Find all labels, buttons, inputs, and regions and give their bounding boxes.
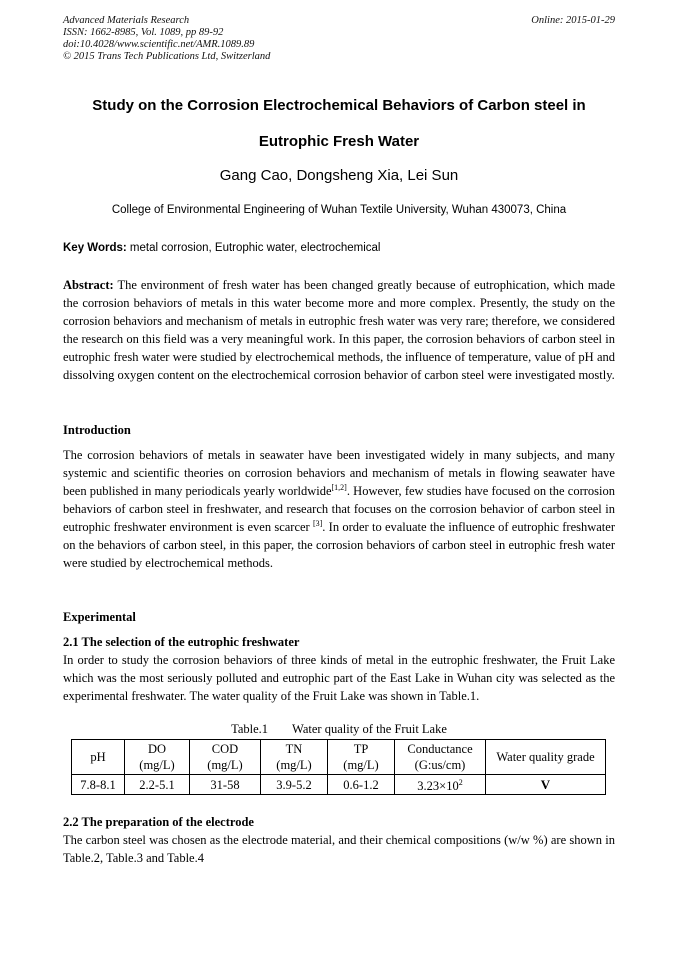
water-quality-table	[71, 739, 606, 795]
header-cell-cod: COD (mg/L)	[190, 740, 261, 775]
abstract-text: The environment of fresh water has been changed greatly because of eutrophication, which made the corrosion behaviors of metals in this water become more and more complex. Presently, the study on the corrosion behaviors and mechanism of metals in eutrophic fresh water was very rare; therefore, we considered the research on this field was a very meaningful work. In this paper, the corrosion behaviors of carbon steel in eutrophic fresh water were studied by electrochemical methods, the influence of temperature, value of pH and dissolving oxygen content on the electrochemical corrosion behavior of carbon steel were investigated mostly.	[63, 278, 615, 382]
cell-tp: 0.6-1.2	[328, 775, 395, 795]
keywords-label: Key Words:	[63, 242, 127, 254]
table-header-row	[72, 740, 606, 775]
cell-conductance: $3.23\times 10^2$	[395, 775, 486, 795]
title-line-2: Eutrophic Fresh Water	[258, 133, 420, 150]
header-cell-do: DO (mg/L)	[125, 740, 190, 775]
table-row	[72, 775, 606, 795]
cell-grade: V	[486, 775, 606, 795]
citation-3: [3]	[312, 518, 323, 528]
paper-title	[40, 88, 638, 160]
introduction-heading: Introduction	[63, 423, 131, 437]
journal-header	[63, 15, 270, 63]
online-date: Online: 2015-01-29	[531, 15, 615, 26]
intro-text-1: The corrosion behaviors of metals in seawater have been investigated widely in many subjects, and many systemic and scientific theories on corrosion behaviors and mechanism of metals in flowing seawater have been published in many periodicals yearly worldwide	[63, 448, 615, 498]
copyright-line: © 2015 Trans Tech Publications Ltd, Switzerland	[63, 51, 271, 62]
subsection-2-2-heading: 2.2 The preparation of the electrode	[63, 815, 254, 829]
journal-name: Advanced Materials Research	[63, 15, 190, 26]
header-cell-conductance: Conductance (G:us/cm)	[395, 740, 486, 775]
conductance-exponent: 2	[458, 778, 463, 787]
cell-tn: 3.9-5.2	[261, 775, 328, 795]
experimental-heading: Experimental	[63, 610, 136, 624]
intro-text-3: . In order to evaluate the influence of eutrophic freshwater on the behaviors of carbon steel, in this paper, the corrosion behaviors of carbon steel in eutrophic fresh water were studied by electrochemical methods.	[63, 520, 615, 570]
keywords	[63, 241, 615, 255]
authors: Gang Cao, Dongsheng Xia, Lei Sun	[219, 167, 459, 184]
title-line-1: Study on the Corrosion Electrochemical Behaviors of Carbon steel in	[92, 97, 586, 114]
cell-ph: 7.8-8.1	[72, 775, 125, 795]
abstract	[63, 276, 615, 384]
cell-cod: 31-58	[190, 775, 261, 795]
header-cell-grade: Water quality grade	[486, 740, 606, 775]
cell-do: 2.2-5.1	[125, 775, 190, 795]
header-cell-tn: TN (mg/L)	[261, 740, 328, 775]
subsection-2-1-text: In order to study the corrosion behaviors of three kinds of metal in the eutrophic freshwater, the Fruit Lake which was the most seriously polluted and eutrophic part of the East Lake in Wuhan city was selected as the experimental freshwater. The water quality of the Fruit Lake was shown in Table.1.	[63, 653, 615, 703]
table-1-title: Water quality of the Fruit Lake	[292, 722, 447, 736]
header-cell-tp: TP (mg/L)	[328, 740, 395, 775]
citation-1-2: [1,2]	[331, 482, 347, 492]
table-1-caption	[63, 722, 615, 737]
intro-text-2: . However, few studies have focused on the corrosion behaviors of carbon steel in freshwater, and research that focuses on the corrosion behavior of carbon steel in eutrophic freshwater environment is even scarcer	[63, 484, 615, 534]
issn-line: ISSN: 1662-8985, Vol. 1089, pp 89-92	[63, 27, 224, 38]
subsection-2-1-heading: 2.1 The selection of the eutrophic freshwater	[63, 635, 300, 649]
subsection-2-2-text: The carbon steel was chosen as the electrode material, and their chemical compositions (w/w %) are shown in Table.2, Table.3 and Table.4	[63, 833, 615, 865]
affiliation: College of Environmental Engineering of Wuhan Textile University, Wuhan 430073, China	[111, 204, 567, 216]
abstract-label: Abstract:	[63, 278, 114, 292]
doi-line: doi:10.4028/www.scientific.net/AMR.1089.89	[63, 39, 255, 50]
keywords-text: metal corrosion, Eutrophic water, electrochemical	[126, 242, 381, 254]
table-1-number: Table.1	[231, 722, 269, 736]
header-cell-ph: pH	[72, 740, 125, 775]
introduction-text	[63, 446, 615, 572]
